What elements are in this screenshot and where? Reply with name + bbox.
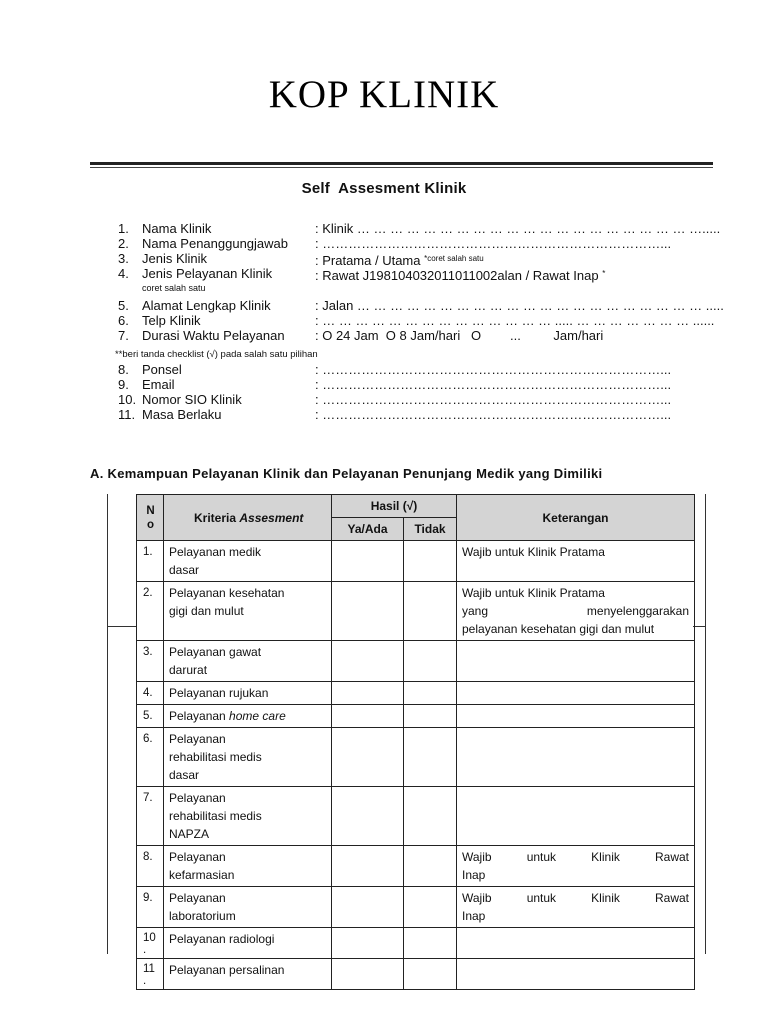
kriteria-line: dasar bbox=[169, 563, 200, 577]
info-row-masa-berlaku bbox=[118, 407, 718, 422]
checklist-note: **beri tanda checklist (√) pada salah satu pilihan bbox=[115, 349, 318, 360]
col-header-kriteria-em: Assesment bbox=[239, 510, 304, 525]
info-number: 2. bbox=[118, 236, 129, 251]
table-row bbox=[137, 928, 695, 959]
header-rule-thick bbox=[90, 162, 713, 165]
table-row bbox=[137, 728, 695, 787]
info-row-ponsel bbox=[118, 362, 718, 377]
kriteria-line: Pelayanan gawat bbox=[169, 645, 262, 659]
footnote-marker: *coret salah satu bbox=[424, 254, 484, 263]
row-keterangan bbox=[457, 928, 695, 959]
row-number: 1. bbox=[137, 541, 164, 582]
info-row-durasi bbox=[118, 328, 718, 343]
coret-note: coret salah satu bbox=[142, 283, 206, 293]
row-number: 5. bbox=[137, 705, 164, 728]
row-number: 2. bbox=[137, 582, 164, 641]
kriteria-line: laboratorium bbox=[169, 909, 236, 923]
row-kriteria: Pelayanan persalinan bbox=[164, 959, 332, 990]
cell-tidak[interactable] bbox=[404, 705, 457, 728]
info-number: 9. bbox=[118, 377, 129, 392]
kriteria-line: gigi dan mulut bbox=[169, 604, 244, 618]
row-kriteria bbox=[164, 541, 332, 582]
table-row bbox=[137, 705, 695, 728]
info-value[interactable]: : ……………………………………………………………………... bbox=[315, 362, 672, 377]
keterangan-line: yang menyelenggarakan bbox=[462, 604, 689, 618]
page-frame-right bbox=[705, 494, 706, 954]
table-row bbox=[137, 846, 695, 887]
keterangan-line: Inap bbox=[462, 868, 486, 882]
cell-ya[interactable] bbox=[332, 682, 404, 705]
row-number: 7. bbox=[137, 787, 164, 846]
row-kriteria bbox=[164, 641, 332, 682]
info-label: Masa Berlaku bbox=[142, 407, 222, 422]
row-number: 3. bbox=[137, 641, 164, 682]
keterangan-line: Inap bbox=[462, 909, 486, 923]
info-label: Email bbox=[142, 377, 175, 392]
row-number: 8. bbox=[137, 846, 164, 887]
cell-ya[interactable] bbox=[332, 641, 404, 682]
table-row bbox=[137, 682, 695, 705]
info-value[interactable]: : ……………………………………………………………………... bbox=[315, 236, 672, 251]
info-value[interactable]: : Jalan … … … … … … … … … … … … … … … … … … … … … ..... bbox=[315, 298, 724, 313]
cell-tidak[interactable] bbox=[404, 582, 457, 641]
row-number: 6. bbox=[137, 728, 164, 787]
cell-ya[interactable] bbox=[332, 928, 404, 959]
table-row bbox=[137, 887, 695, 928]
clinic-info-list bbox=[115, 221, 724, 422]
kriteria-line: Pelayanan bbox=[169, 732, 226, 746]
cell-ya[interactable] bbox=[332, 582, 404, 641]
info-label: Jenis Klinik bbox=[142, 251, 208, 266]
col-header-no bbox=[137, 495, 164, 541]
col-header-no-line1: N bbox=[146, 504, 155, 517]
col-header-kriteria-text: Kriteria bbox=[194, 510, 240, 525]
cell-tidak[interactable] bbox=[404, 959, 457, 990]
row-number bbox=[137, 928, 164, 959]
info-row-nama-klinik bbox=[118, 221, 721, 236]
table-row bbox=[137, 959, 695, 990]
kriteria-line: Pelayanan bbox=[169, 891, 226, 905]
row-keterangan bbox=[457, 787, 695, 846]
cell-ya[interactable] bbox=[332, 728, 404, 787]
cell-tidak[interactable] bbox=[404, 928, 457, 959]
cell-tidak[interactable] bbox=[404, 682, 457, 705]
row-keterangan bbox=[457, 705, 695, 728]
info-number: 1. bbox=[118, 221, 129, 236]
table-row bbox=[137, 541, 695, 582]
row-keterangan bbox=[457, 959, 695, 990]
kriteria-line: Pelayanan bbox=[169, 791, 226, 805]
kriteria-line: Pelayanan bbox=[169, 850, 226, 864]
cell-tidak[interactable] bbox=[404, 787, 457, 846]
kriteria-line: darurat bbox=[169, 663, 208, 677]
row-keterangan bbox=[457, 682, 695, 705]
page-frame-break-left bbox=[107, 626, 137, 627]
letterhead-title: KOP KLINIK bbox=[268, 73, 500, 116]
row-kriteria bbox=[164, 728, 332, 787]
row-number-line: 11 bbox=[143, 963, 155, 975]
cell-tidak[interactable] bbox=[404, 641, 457, 682]
kriteria-line: dasar bbox=[169, 768, 200, 782]
info-subnote-row bbox=[118, 281, 718, 298]
info-value[interactable]: : … … … … … … … … … … … … … … ..... … … … … … … … ...... bbox=[315, 313, 715, 328]
info-number: 10. bbox=[118, 392, 137, 407]
table-row bbox=[137, 787, 695, 846]
info-label: Nomor SIO Klinik bbox=[142, 392, 242, 407]
assessment-table bbox=[136, 494, 695, 990]
cell-ya[interactable] bbox=[332, 887, 404, 928]
row-kriteria: Pelayanan rujukan bbox=[164, 682, 332, 705]
row-number-line: . bbox=[143, 944, 147, 956]
cell-ya[interactable] bbox=[332, 846, 404, 887]
info-value[interactable]: : Klinik … … … … … … … … … … … … … … … … … … … … …..... bbox=[315, 221, 721, 236]
row-keterangan bbox=[457, 641, 695, 682]
cell-tidak[interactable] bbox=[404, 887, 457, 928]
keterangan-line: Wajib untuk Klinik Pratama bbox=[462, 586, 605, 600]
info-number: 11. bbox=[118, 407, 136, 422]
cell-tidak[interactable] bbox=[404, 846, 457, 887]
info-number: 7. bbox=[118, 328, 129, 343]
info-value[interactable]: : ……………………………………………………………………... bbox=[315, 377, 672, 392]
keterangan-line: Wajib untuk Klinik Rawat bbox=[462, 850, 689, 864]
cell-ya[interactable] bbox=[332, 541, 404, 582]
row-kriteria bbox=[164, 787, 332, 846]
col-header-keterangan: Keterangan bbox=[457, 495, 695, 541]
info-number: 5. bbox=[118, 298, 129, 313]
row-keterangan bbox=[457, 846, 695, 887]
cell-tidak[interactable] bbox=[404, 541, 457, 582]
document-title: Self Assesment Klinik bbox=[301, 180, 467, 197]
info-value[interactable]: : ……………………………………………………………………... bbox=[315, 392, 672, 407]
col-header-tidak: Tidak bbox=[404, 518, 457, 541]
row-kriteria bbox=[164, 846, 332, 887]
info-value[interactable]: : O 24 Jam O 8 Jam/hari O ... Jam/hari bbox=[315, 328, 604, 343]
header-rule-thin bbox=[90, 167, 713, 168]
row-kriteria bbox=[164, 887, 332, 928]
col-header-ya: Ya/Ada bbox=[332, 518, 404, 541]
kriteria-line: kefarmasian bbox=[169, 868, 235, 882]
footnote-marker: * bbox=[602, 269, 606, 278]
kriteria-line: Pelayanan medik bbox=[169, 545, 262, 559]
kriteria-line: rehabilitasi medis bbox=[169, 809, 262, 823]
section-a-heading: A. Kemampuan Pelayanan Klinik dan Pelayanan Penunjang Medik yang Dimiliki bbox=[90, 466, 603, 481]
row-keterangan bbox=[457, 887, 695, 928]
info-row-alamat bbox=[118, 298, 724, 313]
info-row-jenis-klinik bbox=[118, 251, 718, 266]
kriteria-line: rehabilitasi medis bbox=[169, 750, 262, 764]
info-number: 3. bbox=[118, 251, 129, 266]
info-row-sio bbox=[118, 392, 718, 407]
info-value[interactable]: : ……………………………………………………………………... bbox=[315, 407, 672, 422]
info-label: Ponsel bbox=[142, 362, 182, 377]
row-kriteria bbox=[164, 582, 332, 641]
table-row bbox=[137, 641, 695, 682]
row-keterangan: Wajib untuk Klinik Pratama bbox=[457, 541, 695, 582]
row-number bbox=[137, 959, 164, 990]
info-label: Jenis Pelayanan Klinik bbox=[142, 266, 273, 281]
row-number: 4. bbox=[137, 682, 164, 705]
col-header-kriteria bbox=[164, 495, 332, 541]
keterangan-line: Wajib untuk Klinik Rawat bbox=[462, 891, 689, 905]
row-keterangan bbox=[457, 582, 695, 641]
cell-ya[interactable] bbox=[332, 705, 404, 728]
info-label: Nama Penanggungjawab bbox=[142, 236, 288, 251]
cell-tidak[interactable] bbox=[404, 728, 457, 787]
table-row bbox=[137, 582, 695, 641]
col-header-no-line2: o bbox=[146, 518, 155, 531]
info-number: 4. bbox=[118, 266, 129, 281]
cell-ya[interactable] bbox=[332, 787, 404, 846]
info-label: Telp Klinik bbox=[142, 313, 201, 328]
page-frame-left bbox=[107, 494, 108, 954]
row-number-line: . bbox=[143, 975, 147, 987]
info-number: 6. bbox=[118, 313, 129, 328]
row-number-line: 10 bbox=[143, 932, 156, 944]
info-number: 8. bbox=[118, 362, 129, 377]
info-label: Alamat Lengkap Klinik bbox=[142, 298, 271, 313]
kriteria-em: home care bbox=[229, 709, 286, 723]
info-value-text: : Rawat J198104032011011002alan / Rawat Inap bbox=[315, 268, 603, 283]
kriteria-line: NAPZA bbox=[169, 827, 210, 841]
keterangan-line: pelayanan kesehatan gigi dan mulut bbox=[462, 622, 655, 636]
row-keterangan bbox=[457, 728, 695, 787]
info-value-text: : Pratama / Utama bbox=[315, 253, 425, 268]
kriteria-line: Pelayanan bbox=[169, 709, 230, 723]
cell-ya[interactable] bbox=[332, 959, 404, 990]
info-label: Durasi Waktu Pelayanan bbox=[142, 328, 285, 343]
info-row-jenis-pelayanan bbox=[118, 266, 718, 281]
row-kriteria: Pelayanan radiologi bbox=[164, 928, 332, 959]
row-kriteria bbox=[164, 705, 332, 728]
info-row-telp bbox=[118, 313, 718, 328]
info-row-penanggungjawab bbox=[118, 236, 718, 251]
row-number: 9. bbox=[137, 887, 164, 928]
col-header-hasil: Hasil (√) bbox=[332, 495, 457, 518]
info-row-email bbox=[118, 377, 718, 392]
kriteria-line: Pelayanan kesehatan bbox=[169, 586, 285, 600]
info-label: Nama Klinik bbox=[142, 221, 212, 236]
